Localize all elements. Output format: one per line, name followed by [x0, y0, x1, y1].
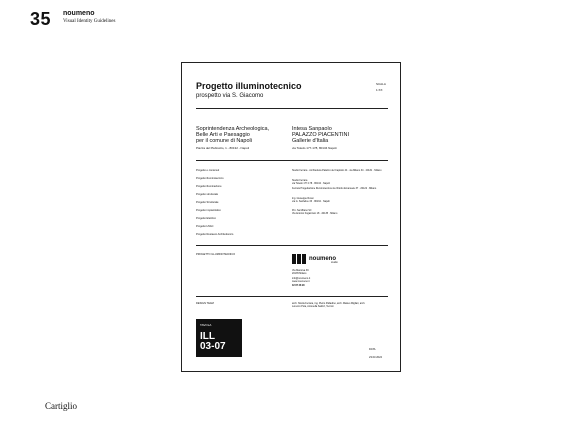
venue-line: Gallerie d'Italia: [292, 138, 329, 144]
client-line: per il comune di Napoli: [196, 138, 252, 144]
venue-line: PALAZZO PIACENTINI: [292, 132, 350, 138]
list-item: Progetto impiantistico: [196, 209, 221, 212]
date-value: 23.03.2024: [369, 356, 382, 359]
divider: [196, 245, 388, 246]
contact-line: www.noumeno.it: [292, 280, 310, 283]
tag-code-line1: ILL: [200, 331, 215, 342]
figure-caption: Cartiglio: [45, 401, 77, 411]
date-label: DATA: [369, 348, 376, 351]
studio-logo: [292, 253, 338, 264]
tag-code-line2: 03-07: [200, 341, 226, 352]
brand-name: noumeno: [63, 10, 95, 17]
project-subtitle: prospetto via S. Giacomo: [196, 93, 264, 99]
venue-address: via Toledo 177-178, 80134 Napoli: [292, 146, 337, 150]
design-team-label: DESIGN TEAM: [196, 302, 214, 305]
list-item: Progetto illuminotecnico: [196, 177, 224, 180]
address-line: via Toledo 177-178 · 80134 · Napoli: [292, 182, 330, 185]
logo-mark-icon: [292, 254, 306, 264]
address-line: Via Antonio Fogazzaro 18 · 20135 · Milano: [292, 212, 338, 215]
list-item: Progetto e contenuti: [196, 169, 220, 172]
list-item: Progetto HVAC: [196, 225, 214, 228]
address-line: Pro. Sa Milano Srl: [292, 209, 312, 212]
contact-line: info@noumeno.it: [292, 277, 311, 280]
contact-phone: 02 87 28 90: [292, 284, 305, 287]
title-block-sheet: [181, 62, 401, 372]
address-line: Ing. Giuseppe Rossi: [292, 197, 314, 200]
divider: [196, 160, 388, 161]
address-line: Studio Ferrara · Architettura Palazzo del Capitolo 44 · via Milano 34 · 20131 · Milano: [292, 169, 382, 172]
client-address: Piazza del Plebiscito, 1 - 80132 - Napoli: [196, 146, 250, 150]
list-item: Progetto illuminazione: [196, 185, 222, 188]
address-line: Studio Ferrara: [292, 179, 308, 182]
scala-label: SCALA: [376, 82, 386, 86]
page-number: 35: [30, 9, 52, 29]
scala-value: 1:XX: [376, 88, 383, 92]
sheet-code-tag: [196, 319, 242, 357]
section-label: PROGETTO ILLUMINOTECNICO: [196, 253, 236, 256]
address-line: Ferrara Progettazione Illuminotecnica via Vittorio Emanuele 37 · 20122 · Milano: [292, 187, 377, 190]
project-title: Progetto illuminotecnico: [196, 81, 302, 91]
address-line: via G. Sanfelice 33 · 80134 · Napoli: [292, 200, 330, 203]
list-item: Progetto Strutturale: [196, 201, 219, 204]
list-item: Progetto Elettrico: [196, 217, 216, 220]
tag-label: TAVOLA: [200, 323, 212, 327]
list-item: Progetto strutturale: [196, 193, 219, 196]
contact-line: 20135 Milano: [292, 272, 307, 275]
client-block: [196, 126, 269, 150]
logo-sub: studio: [331, 261, 338, 264]
contact-line: Via Mantova 39: [292, 269, 309, 272]
divider: [196, 108, 388, 109]
divider: [196, 296, 388, 297]
client-line: Belle Arti e Paesaggio: [196, 132, 250, 138]
venue-block: [292, 126, 349, 150]
list-item: Progetto Restauro Architettonico: [196, 233, 234, 236]
brand-subtitle: Visual Identity Guidelines: [63, 19, 116, 24]
client-line: Soprintendenza Archeologica,: [196, 126, 270, 132]
logo-name: noumeno: [309, 255, 336, 262]
venue-line: Intesa Sanpaolo: [292, 126, 332, 132]
design-team-names: arch. Nicola Ferrara, ing. Pietro Palladino, arch. Matteo Migliari, arch. Lorenzo Pola, Antonella Satizzi, Tecnici: [292, 302, 366, 308]
